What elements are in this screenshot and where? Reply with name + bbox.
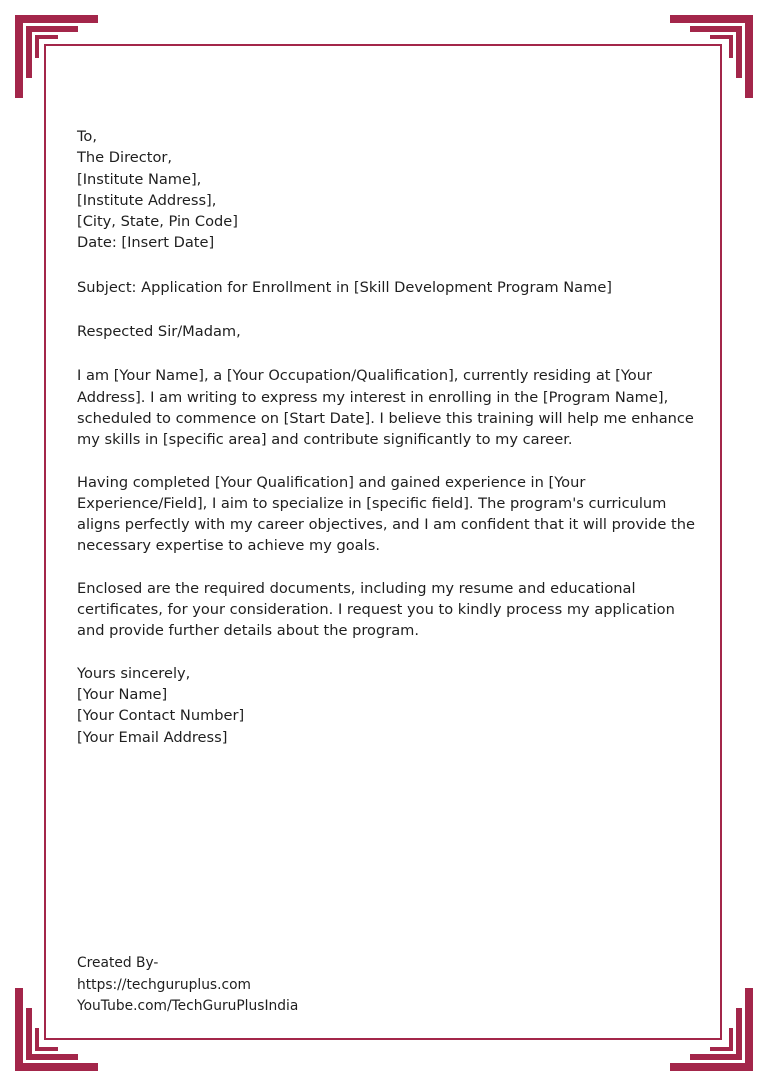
- letter-salutation: Respected Sir/Madam,: [77, 323, 241, 341]
- letter-date: Date: [Insert Date]: [77, 234, 215, 252]
- corner-ornament-top-right: [668, 0, 768, 100]
- institute-address: [Institute Address],: [77, 191, 217, 209]
- letter-subject: Subject: Application for Enrollment in [Skill Development Program Name]: [77, 278, 612, 296]
- sender-contact: [Your Contact Number]: [77, 707, 245, 725]
- letter-paragraph-3: Enclosed are the required documents, including my resume and educational certificates, for your consideration. I request you to kindly process my application and provide further details about the program.: [77, 579, 675, 640]
- letter-paragraph-1: I am [Your Name], a [Your Occupation/Qualification], currently residing at [Your Address]. I am writing to express my interest in enrolling in the [Program Name], scheduled to commence on [Start Date]. I believe this training will help me enhance my skills in [specific area] and contribute significantly to my career.: [77, 367, 694, 449]
- city-state-pin: [City, State, Pin Code]: [77, 213, 238, 231]
- corner-ornament-bottom-right: [668, 986, 768, 1086]
- letter-closing: [77, 663, 699, 748]
- institute-name: [Institute Name],: [77, 170, 202, 188]
- corner-ornament-top-left: [0, 0, 100, 100]
- letter-body: [77, 126, 699, 748]
- sender-name: [Your Name]: [77, 685, 168, 703]
- credits-youtube: YouTube.com/TechGuruPlusIndia: [77, 998, 299, 1014]
- recipient-address: [77, 126, 699, 254]
- credits-website: https://techguruplus.com: [77, 976, 251, 993]
- sender-email: [Your Email Address]: [77, 728, 228, 746]
- sign-off: Yours sincerely,: [77, 664, 191, 682]
- credits-footer: [77, 953, 298, 1018]
- letter-paragraph-2: Having completed [Your Qualification] and gained experience in [Your Experience/Field], I aim to specialize in [specific field]. The program's curriculum aligns perfectly with my career objectives, and I am confident that it will provide the necessary expertise to achieve my goals.: [77, 473, 696, 555]
- recipient-title: The Director,: [77, 149, 173, 167]
- recipient-to: To,: [77, 128, 98, 145]
- credits-label: Created By-: [77, 955, 159, 971]
